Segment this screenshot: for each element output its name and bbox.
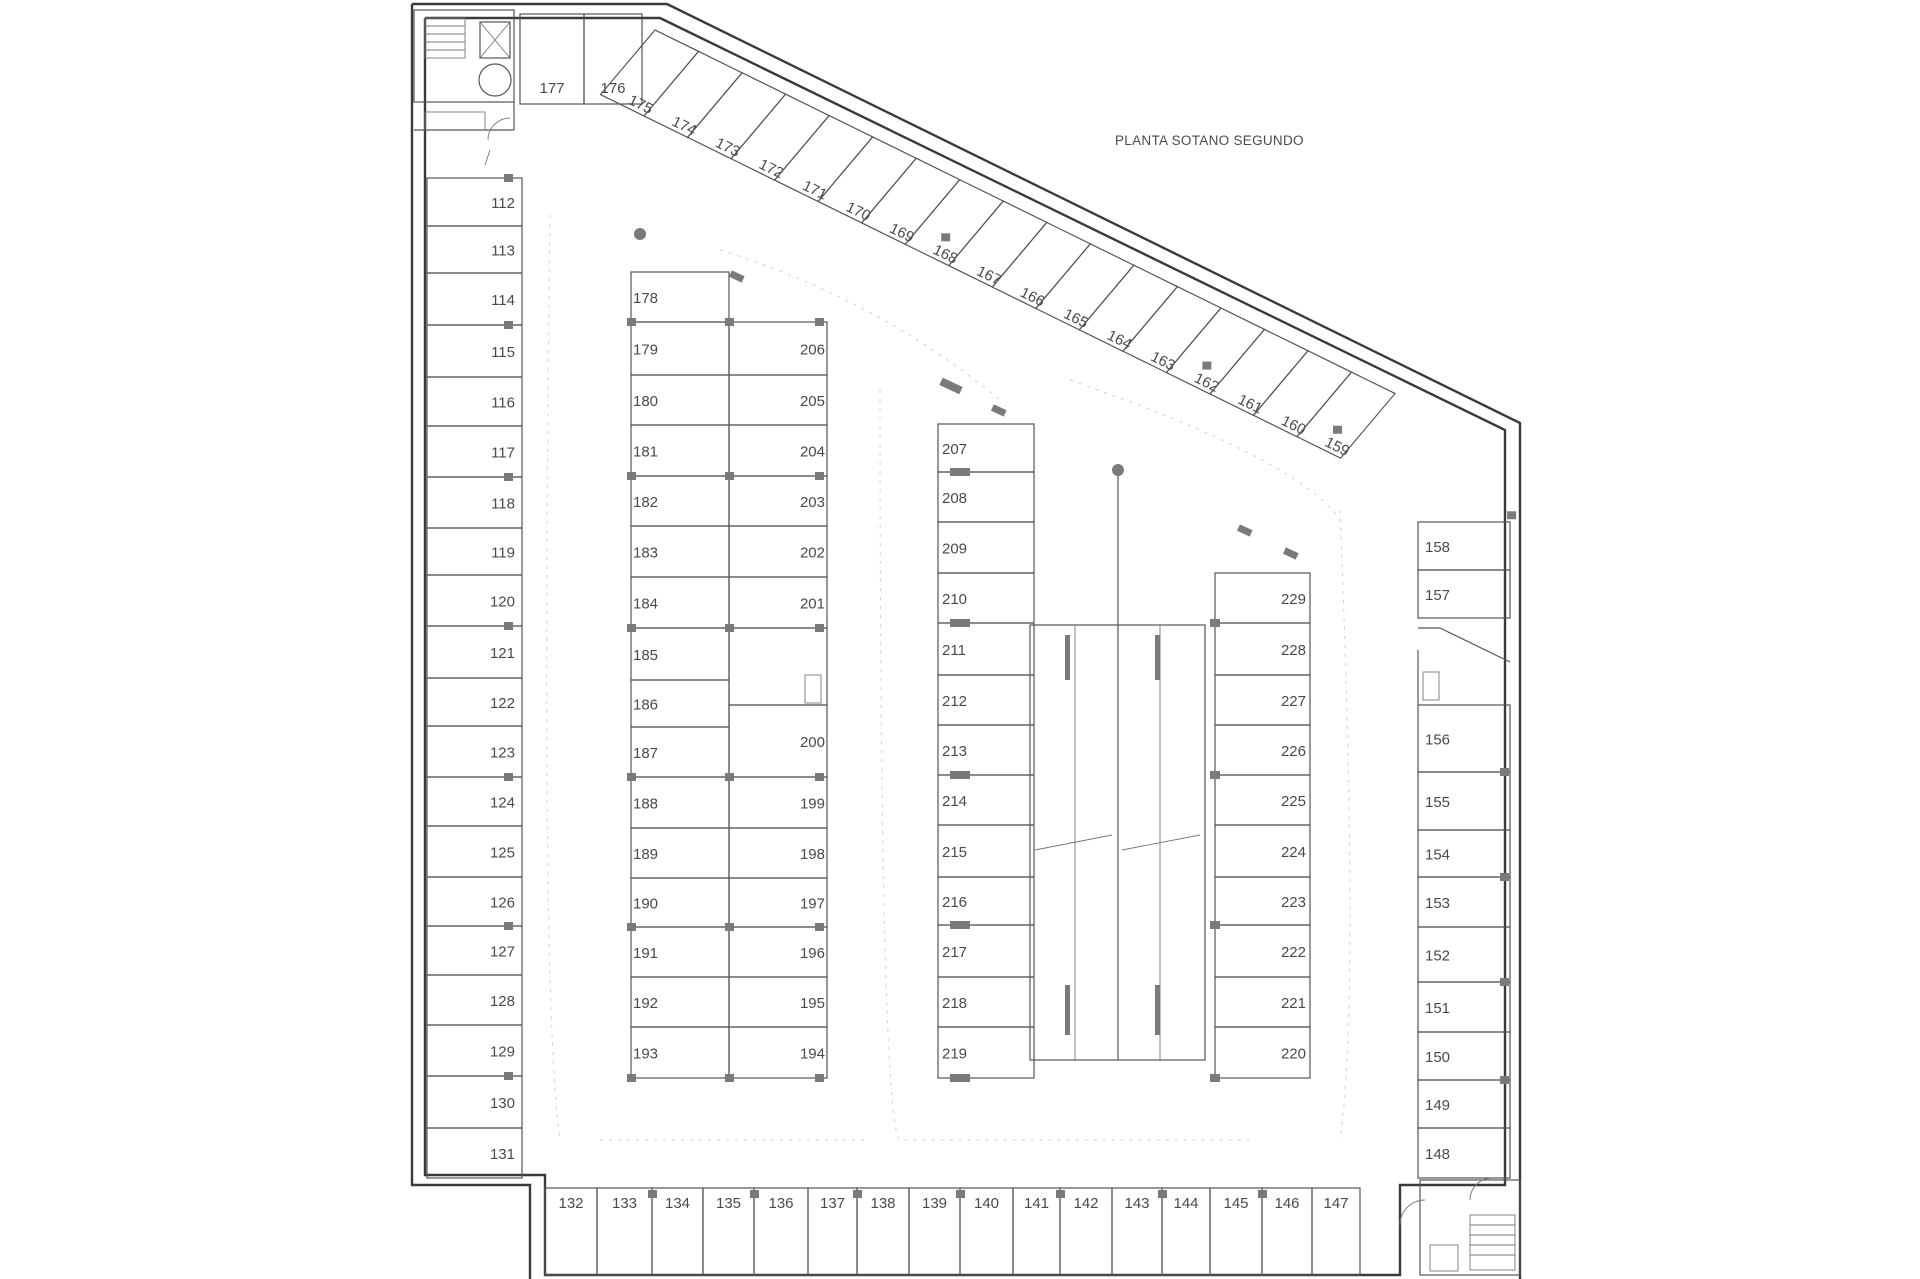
stall-206	[729, 322, 827, 375]
stall-115	[427, 325, 522, 377]
stall-number: 152	[1425, 947, 1451, 965]
column	[1333, 426, 1342, 434]
stall-number: 153	[1425, 895, 1451, 912]
stall-212	[938, 675, 1034, 725]
stall-number: 159	[1322, 433, 1353, 461]
stall-number: 141	[1023, 1195, 1050, 1212]
stall-number: 129	[489, 1043, 515, 1061]
stall-number: 160	[1278, 412, 1309, 439]
stall-number: 137	[819, 1195, 846, 1212]
stair-icon	[1470, 1215, 1515, 1270]
column	[853, 1190, 862, 1198]
stall-211	[938, 623, 1034, 675]
service-core-se	[1400, 1178, 1520, 1275]
stall-number: 208	[942, 490, 968, 507]
stall-207	[938, 424, 1034, 472]
stall-number: 148	[1425, 1146, 1451, 1163]
column	[1210, 619, 1220, 627]
column	[1500, 873, 1509, 881]
stall-193	[631, 1027, 729, 1078]
stall-189	[631, 828, 729, 878]
stall-123	[427, 726, 522, 777]
service-core-nw	[414, 10, 514, 165]
stall-number: 178	[633, 290, 659, 307]
stall-179	[631, 322, 729, 375]
stall-139	[909, 1188, 960, 1275]
stall-number: 138	[870, 1195, 896, 1212]
stall-number: 200	[799, 734, 825, 751]
stall-number: 189	[633, 846, 659, 863]
column	[1210, 921, 1220, 929]
stall-131	[427, 1128, 522, 1178]
stall-number: 190	[633, 895, 659, 913]
stall-number: 204	[799, 443, 825, 461]
elevator-icon	[1430, 1245, 1458, 1271]
stall-number: 203	[799, 494, 825, 511]
stall-number: 144	[1173, 1195, 1199, 1212]
stall-number: 118	[491, 495, 515, 513]
column	[504, 622, 513, 630]
column	[815, 318, 824, 326]
stall-117	[427, 426, 522, 477]
stall-186	[631, 680, 729, 727]
stall-number: 197	[799, 895, 825, 913]
stall-136	[754, 1188, 808, 1275]
column	[815, 773, 824, 781]
stall-number: 149	[1425, 1097, 1451, 1114]
stall-185	[631, 628, 729, 680]
stall-number: 182	[633, 494, 659, 511]
column	[950, 619, 970, 627]
stall-number: 207	[942, 441, 968, 458]
stall-137	[808, 1188, 857, 1275]
plan-title: PLANTA SOTANO SEGUNDO	[1115, 133, 1304, 148]
stall-number: 216	[942, 894, 968, 911]
stall-number: 125	[489, 844, 515, 862]
stall-number: 154	[1425, 846, 1451, 864]
stall-number: 219	[942, 1045, 968, 1063]
stall-159	[1297, 363, 1395, 467]
stall-133	[597, 1188, 652, 1275]
stair-icon	[425, 18, 465, 58]
column	[725, 923, 734, 931]
column	[815, 923, 824, 931]
column	[815, 1074, 824, 1082]
stall-144	[1162, 1188, 1210, 1275]
stall-113	[427, 226, 522, 273]
column	[950, 1074, 970, 1082]
stall-number: 157	[1425, 587, 1451, 604]
stall-number: 192	[633, 995, 659, 1012]
stall-194	[729, 1027, 827, 1078]
stall-number: 114	[491, 292, 515, 309]
column	[956, 1190, 965, 1198]
column	[950, 468, 970, 476]
stall-198	[729, 828, 827, 878]
stall-127	[427, 926, 522, 975]
stall-221	[1215, 977, 1310, 1027]
stall-227	[1215, 675, 1310, 725]
stall-number: 196	[799, 945, 825, 962]
stall-156	[1418, 705, 1510, 772]
stall-number: 175	[625, 91, 656, 118]
stall-number: 112	[491, 195, 515, 212]
stall-number: 214	[942, 793, 968, 810]
stall-number: 209	[942, 540, 968, 558]
stall-142	[1060, 1188, 1112, 1275]
stall-number: 210	[942, 591, 968, 608]
stall-number: 158	[1425, 539, 1451, 556]
column	[950, 921, 970, 929]
stall-199	[729, 777, 827, 828]
building-outline	[412, 4, 1520, 1279]
stall-228	[1215, 623, 1310, 675]
column	[504, 473, 513, 481]
stall-219	[938, 1027, 1034, 1078]
stall-number: 134	[664, 1195, 691, 1212]
stall-176	[584, 14, 642, 104]
column	[725, 318, 734, 326]
stall-134	[652, 1188, 703, 1275]
stall-number: 194	[799, 1045, 825, 1063]
column	[504, 1072, 513, 1080]
stall-195	[729, 977, 827, 1027]
stall-number: 212	[942, 693, 968, 710]
stall-number: 171	[799, 177, 830, 204]
stall-184	[631, 577, 729, 628]
stall-number: 163	[1147, 348, 1178, 375]
stall-number: 181	[633, 443, 659, 461]
stall-130	[427, 1076, 522, 1128]
stall-149	[1418, 1080, 1510, 1128]
stall-210	[938, 573, 1034, 623]
stall-number: 179	[633, 341, 659, 359]
stair-icon	[805, 675, 821, 703]
stall-number: 147	[1323, 1195, 1349, 1212]
stall-202	[729, 526, 827, 577]
stall-number: 122	[489, 695, 515, 712]
stall-180	[631, 375, 729, 425]
stall-number: 113	[491, 242, 515, 260]
stall-number: 227	[1280, 693, 1306, 710]
column	[627, 1074, 636, 1082]
stall-number: 120	[489, 593, 515, 611]
stall-number: 211	[942, 642, 966, 659]
stall-number: 226	[1280, 743, 1306, 760]
stall-number: 169	[886, 219, 917, 247]
stall-217	[938, 925, 1034, 977]
ramp	[1030, 464, 1205, 1060]
stall-number: 188	[633, 795, 659, 813]
stall-116	[427, 377, 522, 426]
stall-number: 142	[1073, 1195, 1099, 1212]
door-swing-icon	[1400, 1200, 1425, 1225]
stall-145	[1210, 1188, 1262, 1275]
stall-number: 164	[1104, 326, 1135, 354]
stall-158	[1418, 522, 1510, 570]
stall-number: 225	[1280, 793, 1306, 810]
stall-183	[631, 526, 729, 577]
stall-number: 205	[799, 393, 825, 410]
stall-number: 186	[633, 696, 659, 714]
stall-201	[729, 577, 827, 628]
stall-number: 166	[1017, 284, 1048, 311]
stall-number: 117	[491, 444, 515, 462]
column	[627, 472, 636, 480]
stall-152	[1418, 927, 1510, 982]
stall-197	[729, 878, 827, 927]
stall-number: 202	[799, 544, 825, 562]
stall-181	[631, 425, 729, 476]
stall-number: 221	[1280, 995, 1306, 1012]
stall-number: 213	[942, 743, 968, 760]
column	[815, 472, 824, 480]
stall-number: 217	[942, 944, 968, 961]
stall-number: 121	[489, 645, 515, 662]
stall-number: 168	[930, 241, 961, 268]
stall-203	[729, 476, 827, 526]
stall-number: 184	[633, 595, 659, 613]
stall-number: 151	[1425, 1000, 1451, 1017]
column	[1056, 1190, 1065, 1198]
stall-208	[938, 472, 1034, 522]
stall-number: 218	[942, 995, 968, 1012]
stall-132	[545, 1188, 597, 1275]
stall-196	[729, 927, 827, 977]
stall-number: 116	[491, 394, 515, 412]
stall-number: 173	[712, 134, 743, 161]
stall-number: 115	[491, 344, 515, 361]
stall-number: 191	[633, 945, 659, 962]
column	[627, 318, 636, 326]
stall-114	[427, 273, 522, 325]
stall-124	[427, 777, 522, 826]
stall-191	[631, 927, 729, 977]
column	[627, 923, 636, 931]
stall-number: 127	[489, 943, 515, 961]
stall-number: 126	[489, 894, 515, 912]
stall-226	[1215, 725, 1310, 775]
stall-number: 229	[1280, 591, 1306, 608]
stall-number: 167	[973, 262, 1004, 289]
stall-222	[1215, 925, 1310, 977]
stall-121	[427, 626, 522, 678]
stall-125	[427, 826, 522, 877]
stall-number: 150	[1425, 1049, 1451, 1066]
stall-225	[1215, 775, 1310, 825]
stall-153	[1418, 877, 1510, 927]
stall-192	[631, 977, 729, 1027]
stall-148	[1418, 1128, 1510, 1178]
column	[1500, 768, 1509, 776]
stall-number: 143	[1124, 1195, 1150, 1212]
stall-number: 156	[1425, 731, 1451, 749]
stall-126	[427, 877, 522, 926]
stall-number: 135	[715, 1195, 742, 1212]
column	[504, 922, 513, 930]
stall-112	[427, 178, 522, 226]
stall-205	[729, 375, 827, 425]
stall-number: 187	[633, 745, 659, 762]
stall-number: 128	[489, 993, 515, 1010]
column	[648, 1190, 657, 1198]
stall-216	[938, 877, 1034, 925]
stall-number: 130	[489, 1095, 515, 1112]
stall-number: 165	[1060, 305, 1091, 332]
column	[1210, 1074, 1220, 1082]
stall-220	[1215, 1027, 1310, 1078]
stall-number: 176	[600, 80, 626, 97]
stall-218	[938, 977, 1034, 1027]
column	[504, 773, 513, 781]
stall-215	[938, 825, 1034, 877]
stall-number: 139	[921, 1195, 948, 1212]
column	[1210, 771, 1220, 779]
stall-157	[1418, 570, 1510, 618]
stall-number: 222	[1280, 944, 1306, 961]
stall-number: 145	[1223, 1195, 1249, 1212]
stall-223	[1215, 877, 1310, 925]
stall-number: 199	[799, 795, 825, 813]
stall-138	[857, 1188, 909, 1275]
column	[1507, 511, 1516, 519]
column	[750, 1190, 759, 1198]
stall-number: 136	[768, 1195, 794, 1212]
stall-141	[1013, 1188, 1060, 1275]
column	[1500, 1076, 1509, 1084]
stall-120	[427, 575, 522, 626]
stall-214	[938, 775, 1034, 825]
stall-188	[631, 777, 729, 828]
stall-number: 140	[973, 1195, 1000, 1212]
stall-190	[631, 878, 729, 927]
column	[504, 174, 513, 182]
stall-135	[703, 1188, 754, 1275]
stall-number: 201	[799, 595, 825, 613]
stall-178	[631, 272, 729, 322]
stall-number: 124	[489, 794, 515, 812]
column	[627, 773, 636, 781]
stall-128	[427, 975, 522, 1025]
stall-150	[1418, 1032, 1510, 1080]
stall-number: 195	[799, 995, 825, 1012]
column	[941, 233, 950, 241]
stall-number: 119	[491, 544, 515, 562]
stall-number: 162	[1191, 369, 1222, 396]
stall-number: 183	[633, 544, 659, 562]
stall-155	[1418, 772, 1510, 830]
stall-number: 155	[1425, 794, 1451, 811]
column	[815, 624, 824, 632]
stall-number: 185	[633, 647, 659, 664]
stall-number: 132	[558, 1195, 584, 1212]
stall-143	[1112, 1188, 1162, 1275]
stall-number: 220	[1280, 1045, 1306, 1063]
stall-129	[427, 1025, 522, 1076]
stall-number: 228	[1280, 642, 1306, 659]
stall-number: 177	[539, 80, 565, 97]
stall-204	[729, 425, 827, 476]
stall-146	[1262, 1188, 1312, 1275]
stall-number: 170	[843, 198, 874, 225]
stall-118	[427, 477, 522, 528]
stall-187	[631, 727, 729, 777]
stall-number: 206	[799, 341, 825, 359]
stall-200	[729, 705, 827, 777]
stall-number: 223	[1280, 894, 1306, 911]
stall-number: 174	[669, 113, 700, 140]
stall-number: 131	[489, 1146, 515, 1163]
column	[725, 1074, 734, 1082]
stall-224	[1215, 825, 1310, 877]
stall-154	[1418, 830, 1510, 877]
stall-number: 198	[799, 846, 825, 863]
stall-number: 123	[489, 744, 515, 762]
column	[1158, 1190, 1167, 1198]
stall-209	[938, 522, 1034, 573]
stall-122	[427, 678, 522, 726]
stall-number: 193	[633, 1045, 659, 1063]
stall-229	[1215, 573, 1310, 623]
stall-213	[938, 725, 1034, 775]
stall-number: 161	[1235, 391, 1265, 418]
stall-number: 180	[633, 393, 659, 410]
stall-140	[960, 1188, 1013, 1275]
stall-177	[520, 14, 584, 104]
stall-number: 215	[942, 844, 968, 861]
stall-number: 224	[1280, 844, 1306, 861]
stall-151	[1418, 982, 1510, 1032]
door-swing-icon	[479, 64, 511, 96]
column	[725, 624, 734, 632]
parking-stalls	[427, 14, 1516, 1275]
stall-182	[631, 476, 729, 526]
column	[725, 773, 734, 781]
column	[627, 624, 636, 632]
column	[504, 321, 513, 329]
column	[725, 472, 734, 480]
column	[1500, 978, 1509, 986]
column	[950, 771, 970, 779]
stall-147	[1312, 1188, 1360, 1275]
stall-119	[427, 528, 522, 575]
column	[1258, 1190, 1267, 1198]
stair-icon	[1423, 672, 1439, 700]
column	[1202, 362, 1211, 370]
stall-number: 146	[1274, 1195, 1300, 1212]
stall-number: 172	[756, 155, 787, 183]
stall-number: 133	[611, 1195, 638, 1212]
